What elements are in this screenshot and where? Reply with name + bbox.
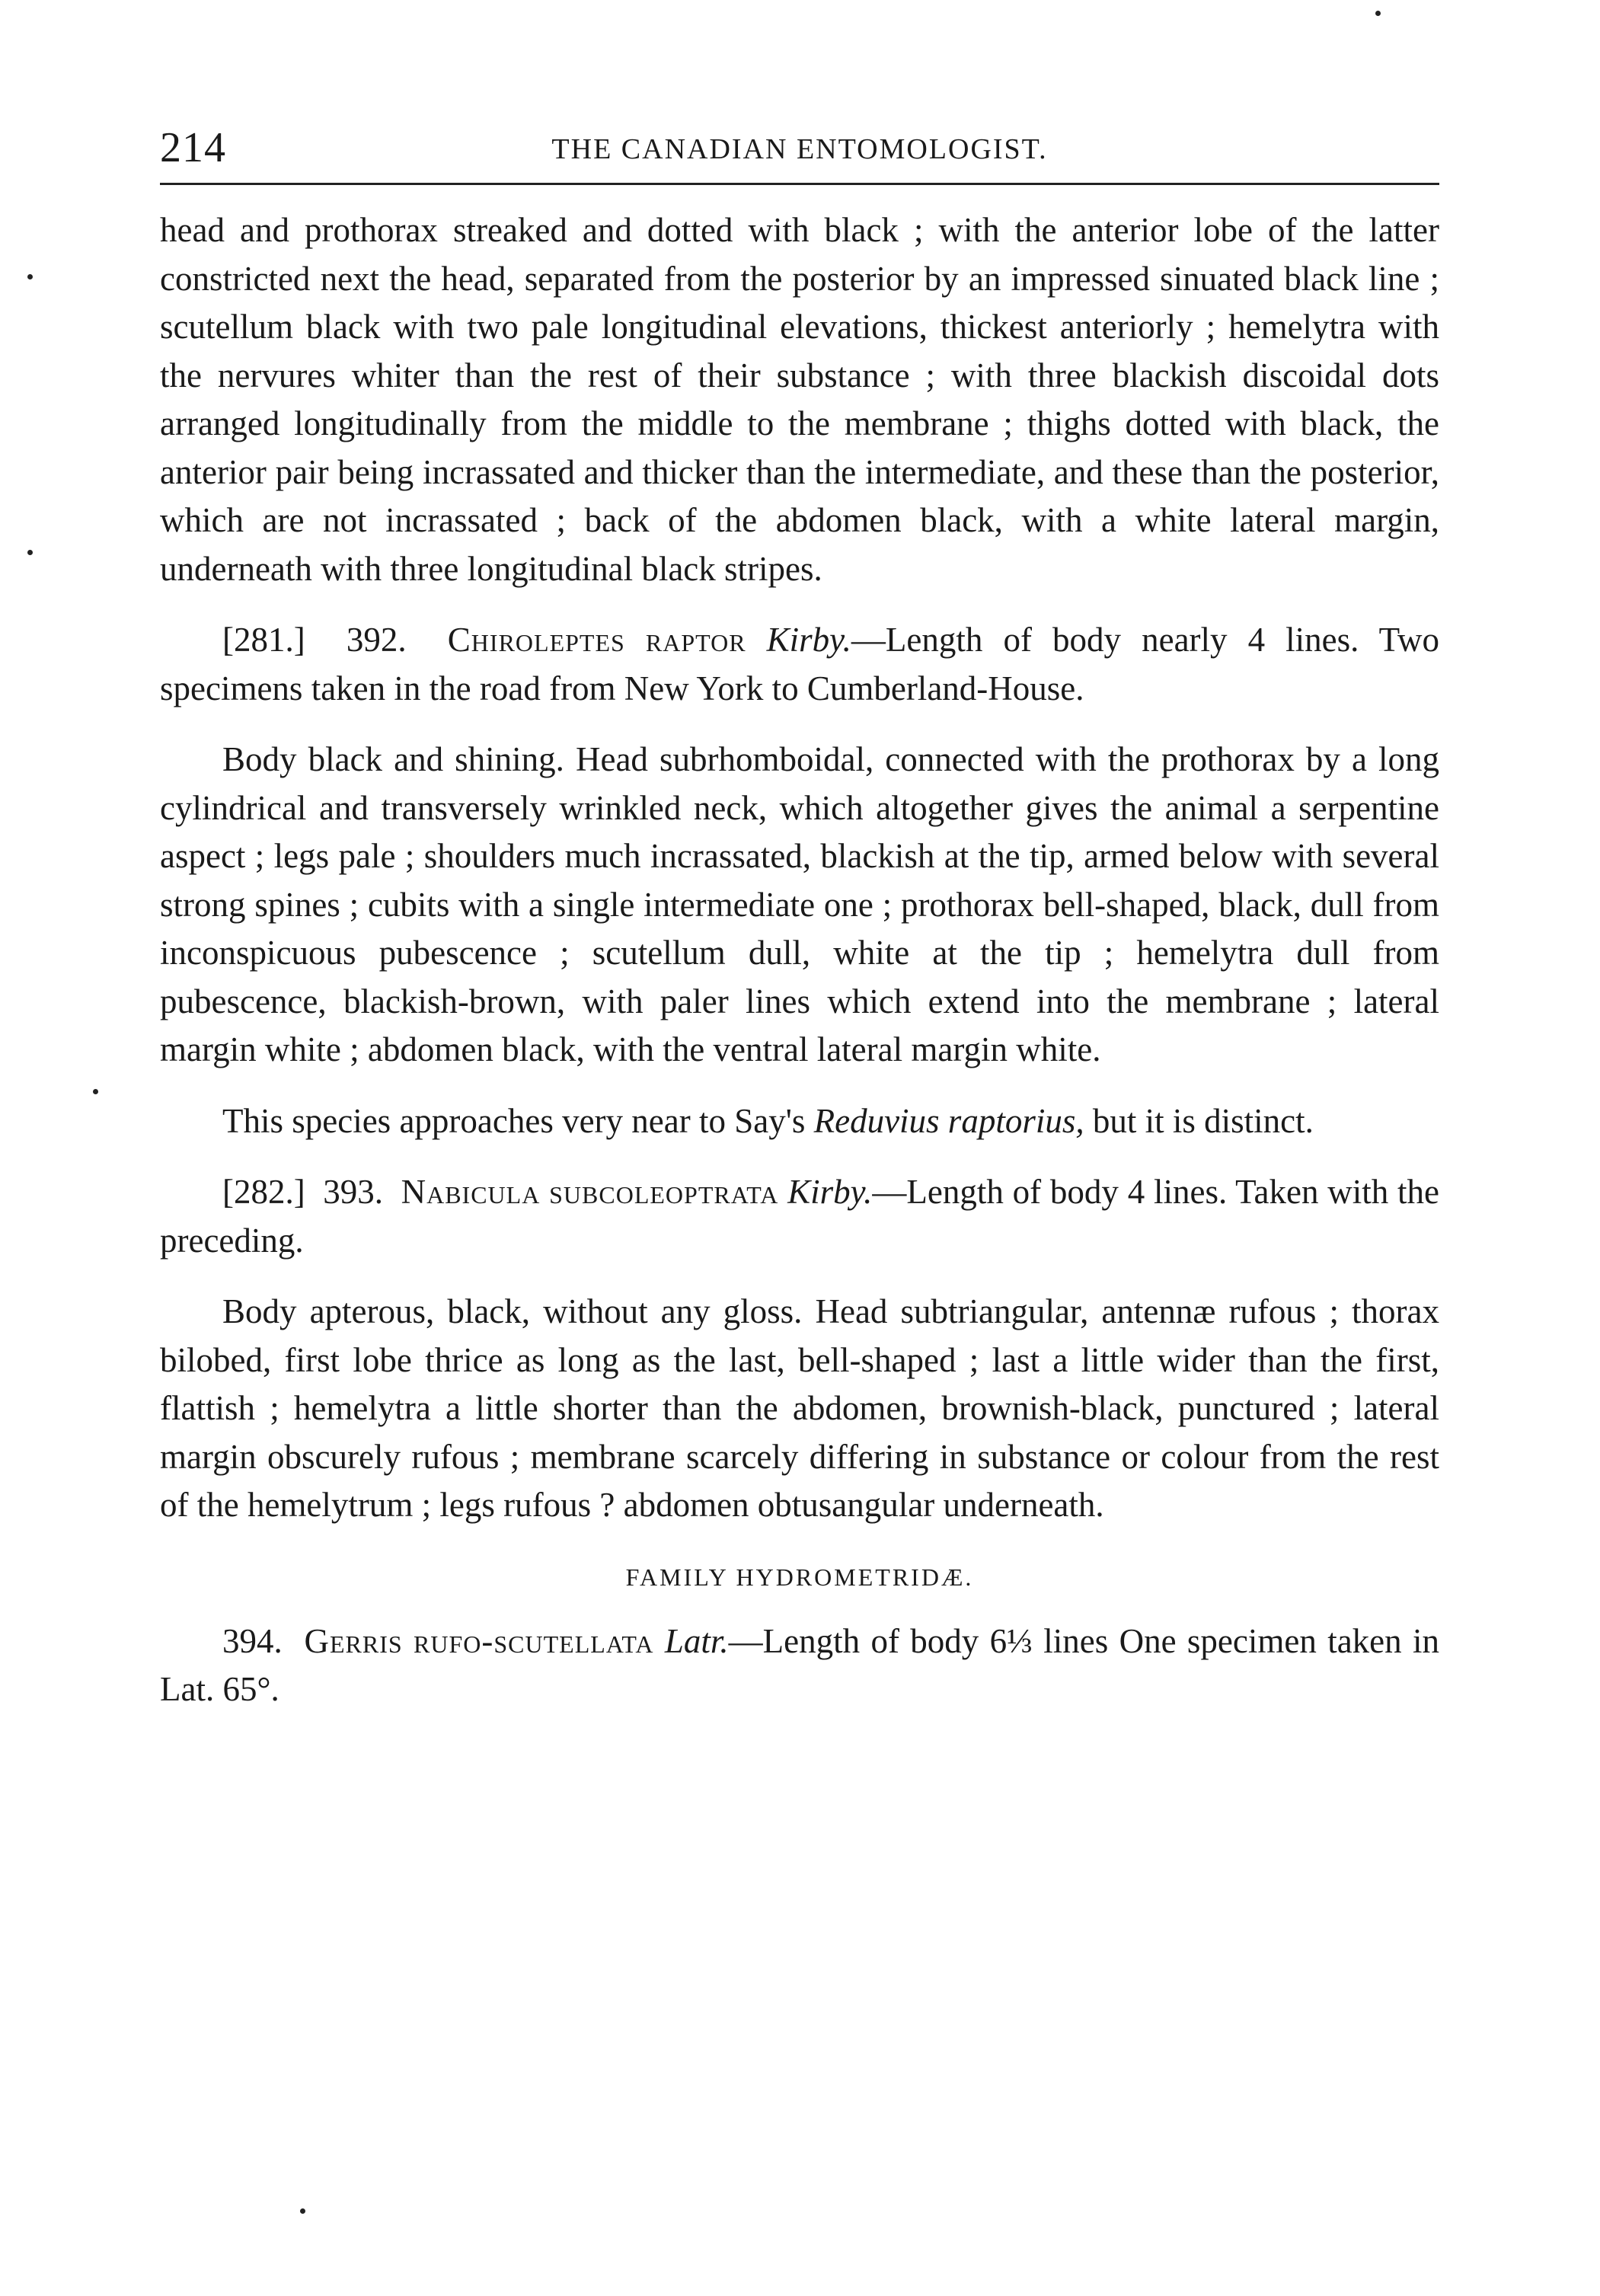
species-entry-394 — [160, 1617, 1439, 1714]
entry-ref: [282.] — [222, 1173, 305, 1211]
description-paragraph: Body black and shining. Head subrhomboidal, connected with the prothorax by a long cylindrical and transversely wrinkled neck, which altogether gives the animal a serpentine aspect ; legs pale ; shoulders much incrassated, blackish at the tip, armed below with several strong spines ; cubits with a single intermediate one ; prothorax bell-shaped, black, dull from inconspicuous pubescence ; scutellum dull, white at the tip ; hemelytra dull from pubescence, blackish-brown, with paler lines which extend into the membrane ; lateral margin white ; abdomen black, with the ventral lateral margin white. — [160, 740, 1439, 1068]
family-heading: FAMILY HYDROMETRIDÆ. — [625, 1563, 974, 1591]
species-name: rufo-scutellata — [414, 1621, 654, 1660]
remark-text-end: but it is distinct. — [1084, 1101, 1314, 1140]
species-reference: Reduvius raptorius, — [813, 1101, 1084, 1140]
margin-speck — [27, 274, 33, 279]
entry-text: —Length of body 6⅓ lines One specimen taken in Lat. 65°. — [160, 1621, 1440, 1708]
species-name: subcoleoptrata — [549, 1173, 779, 1211]
description-paragraph: Body apterous, black, without any gloss. Head subtriangular, antennæ rufous ; thorax bilobed, first lobe thrice as long as the last, bell-shaped ; last a little wider than the first, flattish ; hemelytra a little shorter than the abdomen, brownish-black, punctured ; lateral margin obscurely rufous ; membrane scarcely differing in substance or colour from the rest of the hemelytrum ; legs rufous ? abdomen obtusangular underneath. — [160, 1292, 1439, 1524]
entry-text: —Length of body 4 lines. Taken with the preceding. — [160, 1173, 1440, 1260]
margin-speck — [27, 550, 33, 555]
margin-speck — [93, 1089, 98, 1094]
species-entry-393 — [160, 1168, 1439, 1265]
margin-speck — [1375, 11, 1381, 16]
author-name: Kirby. — [766, 621, 851, 659]
species-entry-392 — [160, 616, 1439, 713]
running-title: THE CANADIAN ENTOMOLOGIST. — [551, 133, 1048, 165]
author-name: Kirby. — [787, 1173, 873, 1211]
page-header — [160, 114, 1439, 183]
entry-number: 393. — [323, 1173, 384, 1211]
genus-name: Gerris — [304, 1621, 403, 1660]
entry-number: 392. — [346, 621, 407, 659]
margin-speck — [300, 2208, 305, 2214]
remark-paragraph — [160, 1097, 1439, 1146]
entry-ref: [281.] — [222, 621, 305, 659]
author-name: Latr. — [664, 1621, 729, 1660]
page-number: 214 — [160, 124, 226, 171]
remark-text: This species approaches very near to Say's — [222, 1101, 814, 1140]
genus-name: Nabicula — [401, 1173, 541, 1211]
genus-name: Chiroleptes — [447, 621, 625, 659]
header-rule — [160, 183, 1439, 185]
entry-number: 394. — [222, 1621, 283, 1660]
species-name: raptor — [645, 621, 746, 659]
page — [160, 114, 1439, 1714]
entry-text: —Length of body nearly 4 lines. Two specimens taken in the road from New York to Cumberland-House. — [160, 621, 1440, 707]
paragraph-continuation: head and prothorax streaked and dotted with black ; with the anterior lobe of the latter constricted next the head, separated from the posterior by an impressed sinuated black line ; scutellum black with two pale longitudinal elevations, thickest anteriorly ; hemelytra with the nervures whiter than the rest of their substance ; with three blackish discoidal dots arranged longitudinally from the middle to the membrane ; thighs dotted with black, the anterior pair being incrassated and thicker than the intermediate, and these than the posterior, which are not incrassated ; back of the abdomen black, with a white lateral margin, underneath with three longitudinal black stripes. — [160, 211, 1439, 588]
